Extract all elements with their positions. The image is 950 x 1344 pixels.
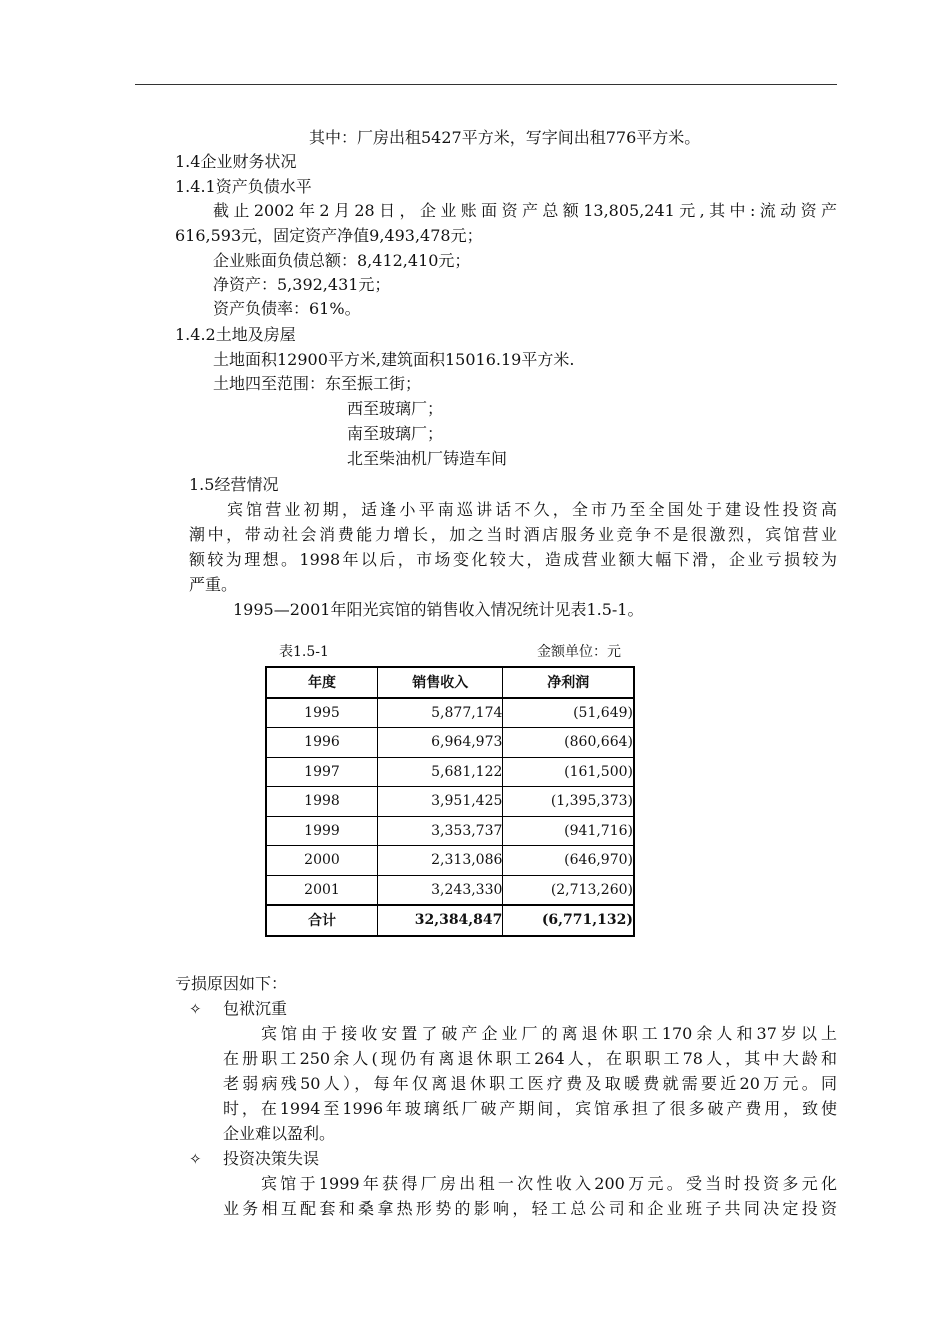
text-line-operations-4: 严重。 [189, 575, 238, 594]
table-unit: 金额单位：元 [537, 644, 621, 660]
sales-table [265, 666, 635, 937]
text-line-debt-ratio: 资产负债率：61%。 [213, 299, 361, 318]
heading-1-4-1: 1.4.1资产负债水平 [175, 177, 312, 196]
table-row [266, 875, 634, 905]
cell-total-net-profit: (6,771,132) [503, 905, 634, 936]
header-revenue: 销售收入 [378, 667, 503, 698]
table-row [266, 728, 634, 758]
text-line-operations-1: 宾馆营业初期，适逢小平南巡讲话不久，全市乃至全国处于建设性投资高 [227, 500, 837, 519]
text-line-liabilities: 企业账面负债总额：8,412,410元； [213, 251, 471, 270]
cell-year: 1996 [266, 728, 378, 758]
heading-1-4: 1.4企业财务状况 [175, 152, 297, 171]
text-line-investment-1: 宾馆于1999年获得厂房出租一次性收入200万元。受当时投资多元化 [261, 1174, 837, 1193]
table-row [266, 757, 634, 787]
bullet-title-burden: 包袱沉重 [223, 999, 288, 1018]
heading-1-4-2: 1.4.2土地及房屋 [175, 325, 296, 344]
cell-year: 1997 [266, 757, 378, 787]
text-line-boundary-south: 南至玻璃厂； [347, 424, 444, 443]
cell-net-profit: (2,713,260) [503, 875, 634, 905]
cell-net-profit: (646,970) [503, 846, 634, 876]
cell-revenue: 3,243,330 [378, 875, 503, 905]
bullet-title-investment: 投资决策失误 [223, 1149, 320, 1168]
cell-revenue: 3,951,425 [378, 787, 503, 817]
table-header-row [266, 667, 634, 698]
cell-year: 2000 [266, 846, 378, 876]
table-row [266, 846, 634, 876]
text-line-assets: 截止2002年2月28日，企业账面资产总额13,805,241元,其中:流动资产 [213, 201, 837, 220]
table-row [266, 787, 634, 817]
cell-year: 2001 [266, 875, 378, 905]
text-line-assets-cont: 616,593元，固定资产净值9,493,478元； [175, 226, 483, 245]
cell-year: 1995 [266, 698, 378, 728]
text-line-loss-reasons: 亏损原因如下： [175, 974, 288, 993]
cell-revenue: 5,681,122 [378, 757, 503, 787]
text-line-burden-5: 企业难以盈利。 [223, 1124, 336, 1143]
table-total-row [266, 905, 634, 936]
text-line-land-area: 土地面积12900平方米,建筑面积15016.19平方米. [213, 350, 575, 369]
table-row [266, 698, 634, 728]
text-line-burden-3: 老弱病残50人），每年仅离退休职工医疗费及取暖费就需要近20万元。同 [223, 1074, 837, 1093]
header-year: 年度 [266, 667, 378, 698]
text-line-boundary-north: 北至柴油机厂铸造车间 [347, 449, 508, 468]
header-rule [135, 84, 837, 85]
bullet-diamond-icon: ✧ [189, 1000, 202, 1018]
bullet-diamond-icon: ✧ [189, 1150, 202, 1168]
cell-net-profit: (860,664) [503, 728, 634, 758]
text-line-table-reference: 1995—2001年阳光宾馆的销售收入情况统计见表1.5-1。 [233, 600, 644, 619]
cell-revenue: 5,877,174 [378, 698, 503, 728]
cell-net-profit: (1,395,373) [503, 787, 634, 817]
cell-net-profit: (51,649) [503, 698, 634, 728]
cell-net-profit: (941,716) [503, 816, 634, 846]
text-line-operations-2: 潮中，带动社会消费能力增长，加之当时酒店服务业竞争不是很激烈，宾馆营业 [189, 525, 837, 544]
cell-year: 1998 [266, 787, 378, 817]
text-line-investment-2: 业务相互配套和桑拿热形势的影响，轻工总公司和企业班子共同决定投资 [223, 1199, 837, 1218]
cell-total-label: 合计 [266, 905, 378, 936]
cell-revenue: 2,313,086 [378, 846, 503, 876]
header-net-profit: 净利润 [503, 667, 634, 698]
heading-1-5: 1.5经营情况 [189, 475, 279, 494]
cell-net-profit: (161,500) [503, 757, 634, 787]
text-line-burden-1: 宾馆由于接收安置了破产企业厂的离退休职工170余人和37岁以上 [261, 1024, 837, 1043]
text-line-operations-3: 额较为理想。1998年以后，市场变化较大，造成营业额大幅下滑，企业亏损较为 [189, 550, 837, 569]
text-line-boundary-west: 西至玻璃厂； [347, 399, 444, 418]
text-line-boundary-east: 土地四至范围：东至振工街； [213, 374, 422, 393]
table-caption: 表1.5-1 [279, 644, 329, 660]
cell-revenue: 3,353,737 [378, 816, 503, 846]
cell-year: 1999 [266, 816, 378, 846]
table-row [266, 816, 634, 846]
text-line-burden-4: 时，在1994至1996年玻璃纸厂破产期间，宾馆承担了很多破产费用，致使 [223, 1099, 837, 1118]
cell-total-revenue: 32,384,847 [378, 905, 503, 936]
text-line-net-assets: 净资产：5,392,431元； [213, 275, 391, 294]
cell-revenue: 6,964,973 [378, 728, 503, 758]
text-line-rent: 其中：厂房出租5427平方米，写字间出租776平方米。 [309, 128, 701, 147]
text-line-burden-2: 在册职工250余人(现仍有离退休职工264人，在职职工78人，其中大龄和 [223, 1049, 837, 1068]
